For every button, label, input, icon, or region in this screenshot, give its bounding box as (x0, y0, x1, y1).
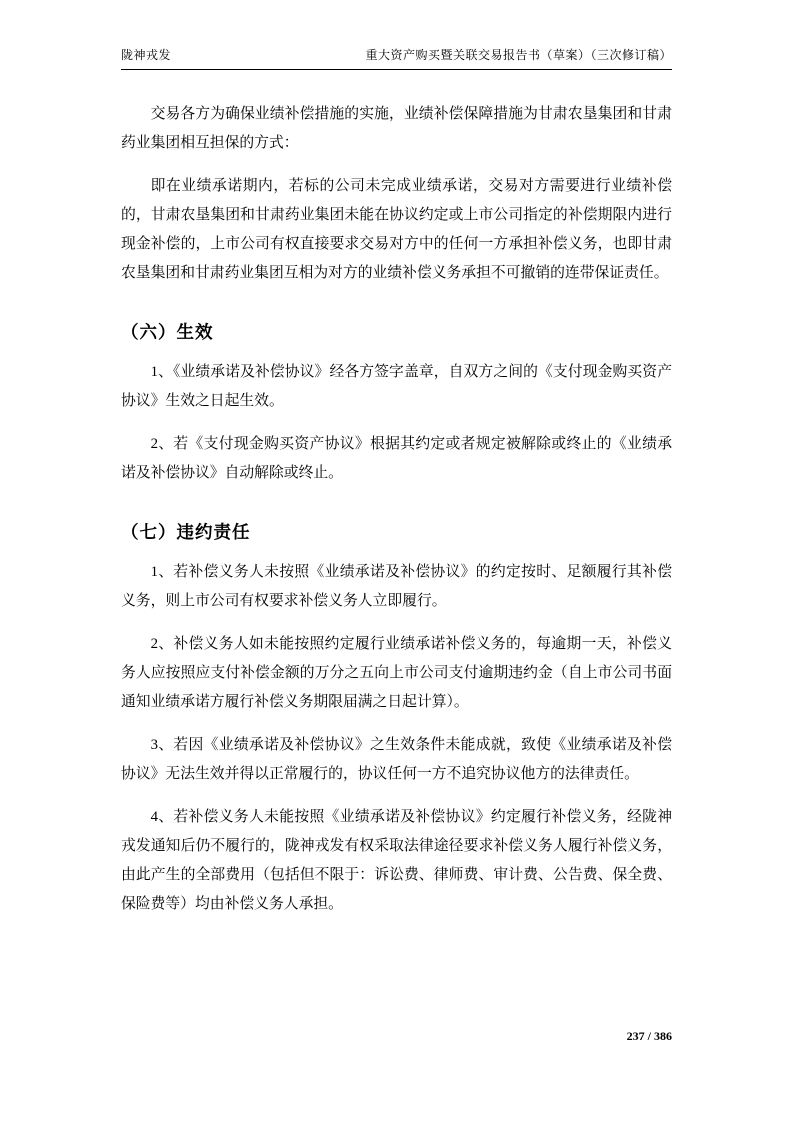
document-body (121, 70, 672, 919)
paragraph: 即在业绩承诺期内，若标的公司未完成业绩承诺，交易对方需要进行业绩补偿的，甘肃农垦集团和甘肃药业集团未能在协议约定或上市公司指定的补偿期限内进行现金补偿的，上市公司有权直接要求交易对方中的任何一方承担补偿义务，也即甘肃农垦集团和甘肃药业集团互相为对方的业绩补偿义务承担不可撤销的连带保证责任。 (121, 178, 672, 281)
header-report-title: 重大资产购买暨关联交易报告书（草案）（三次修订稿） (365, 48, 672, 62)
document-footer (627, 1029, 672, 1044)
header-company-name: 陇神戎发 (121, 48, 172, 62)
paragraph: 2、补偿义务人如未能按照约定履行业绩承诺补偿义务的，每逾期一天，补偿义务人应按照应支付补偿金额的万分之五向上市公司支付逾期违约金（自上市公司书面通知业绩承诺方履行补偿义务期限届满之日起计算）。 (121, 636, 672, 710)
page-number: 237 / 386 (626, 1029, 672, 1043)
paragraph: 1、《业绩承诺及补偿协议》经各方签字盖章，自双方之间的《支付现金购买资产协议》生效之日起生效。 (121, 364, 672, 409)
paragraph: 交易各方为确保业绩补偿措施的实施，业绩补偿保障措施为甘肃农垦集团和甘肃药业集团相互担保的方式： (121, 106, 672, 151)
section-heading: （六）生效 (121, 322, 214, 342)
paragraph: 1、若补偿义务人未按照《业绩承诺及补偿协议》的约定按时、足额履行其补偿义务，则上市公司有权要求补偿义务人立即履行。 (121, 564, 672, 609)
section-heading: （七）违约责任 (121, 522, 251, 542)
paragraph: 3、若因《业绩承诺及补偿协议》之生效条件未能成就，致使《业绩承诺及补偿协议》无法生效并得以正常履行的，协议任何一方不追究协议他方的法律责任。 (121, 737, 672, 782)
paragraph: 4、若补偿义务人未能按照《业绩承诺及补偿协议》约定履行补偿义务，经陇神戎发通知后仍不履行的，陇神戎发有权采取法律途径要求补偿义务人履行补偿义务，由此产生的全部费用（包括但不限于：诉讼费、律师费、审计费、公告费、保全费、保险费等）均由补偿义务人承担。 (121, 809, 672, 912)
document-header (121, 46, 672, 70)
paragraph: 2、若《支付现金购买资产协议》根据其约定或者规定被解除或终止的《业绩承诺及补偿协议》自动解除或终止。 (121, 436, 672, 481)
